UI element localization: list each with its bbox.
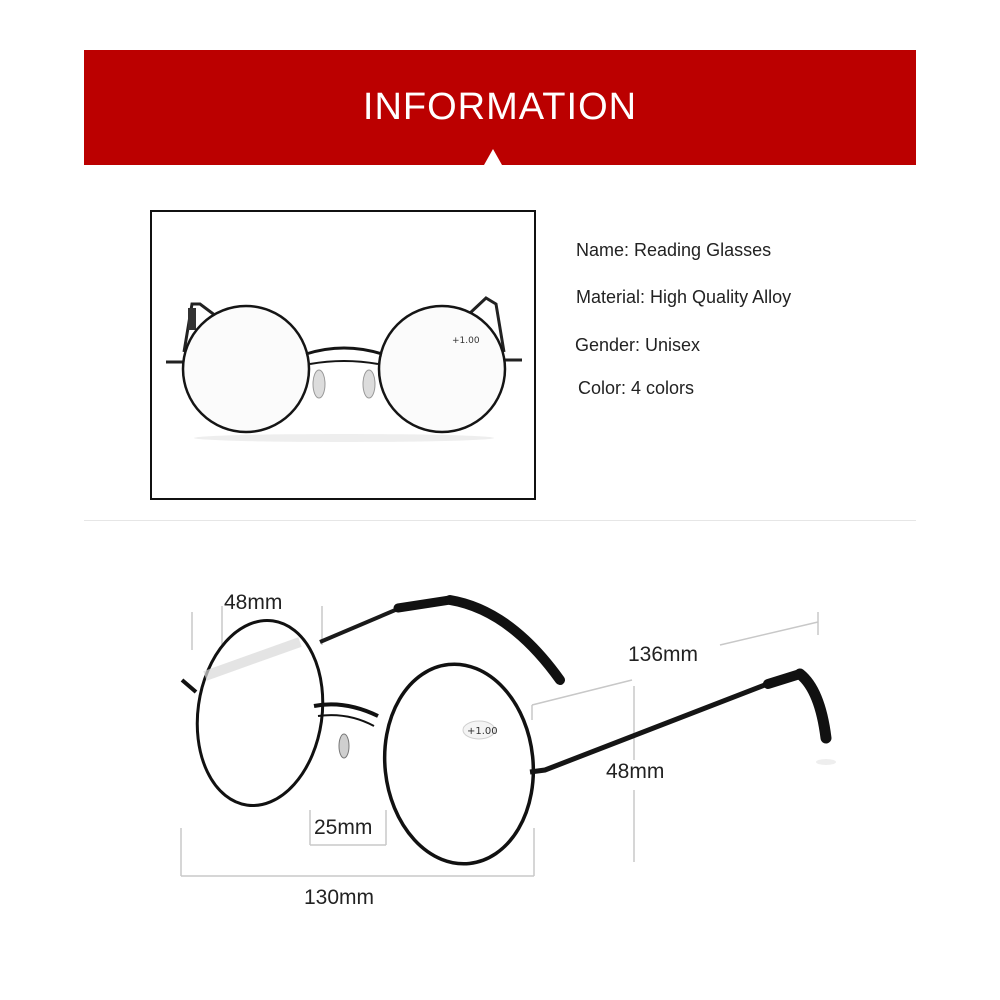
lens-width-label: 48mm bbox=[224, 591, 283, 614]
spec-color: Color: 4 colors bbox=[578, 378, 695, 398]
banner-title: INFORMATION bbox=[362, 86, 638, 128]
frame-width-label: 130mm bbox=[304, 886, 375, 909]
temple-length-label: 136mm bbox=[628, 643, 699, 666]
bridge-width-label: 25mm bbox=[314, 816, 373, 839]
lens-height-label: 48mm bbox=[606, 760, 665, 783]
diagram-lens-badge: +1.00 bbox=[467, 726, 498, 737]
spec-gender: Gender: Unisex bbox=[575, 335, 701, 355]
spec-material: Material: High Quality Alloy bbox=[576, 287, 792, 307]
spec-name: Name: Reading Glasses bbox=[576, 240, 772, 260]
lens-badge: +1.00 bbox=[452, 336, 480, 346]
